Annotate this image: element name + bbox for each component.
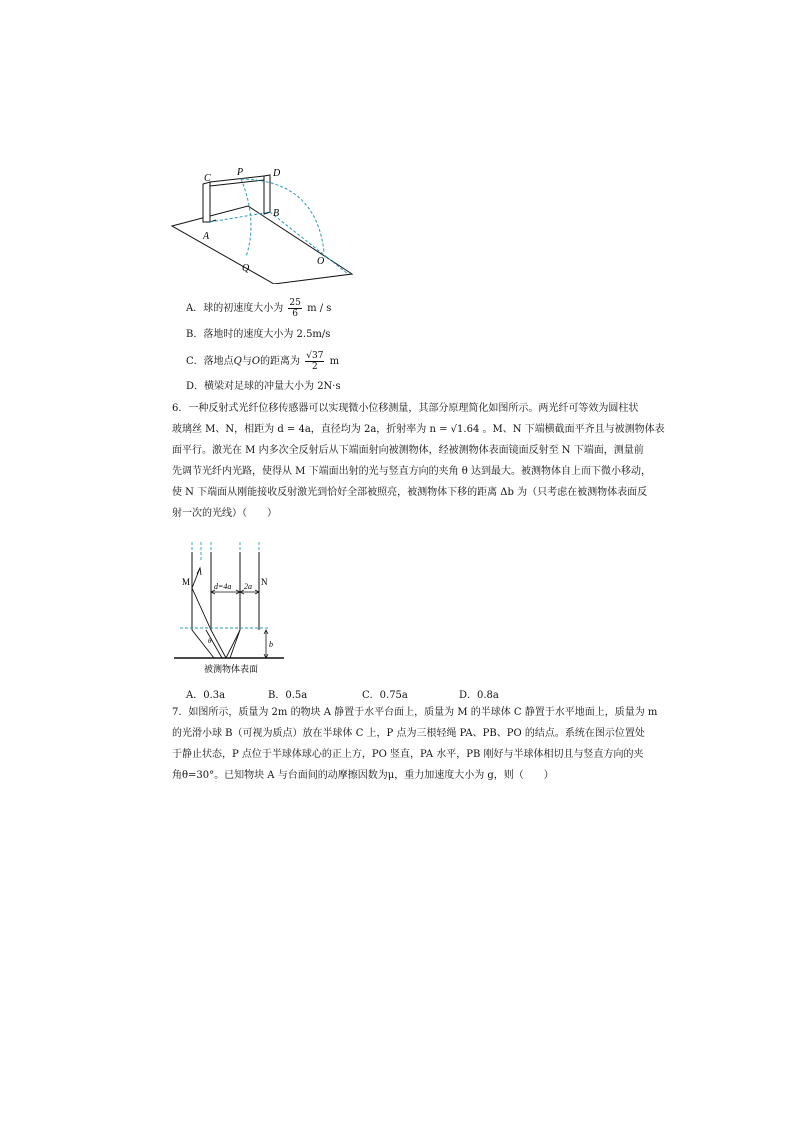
ground-plane [172, 206, 352, 284]
figure-caption: 被测物体表面 [204, 664, 259, 674]
label-c: C [204, 173, 211, 184]
label-2a: 2a [244, 582, 252, 591]
label-theta: θ [208, 637, 212, 645]
left-post [203, 182, 210, 222]
option-b-text: B．落地时的速度大小为 2.5m/s [186, 329, 331, 340]
label-b: B [273, 208, 280, 219]
ground-line-dashed [270, 212, 348, 274]
label-d-equals-4a: d=4a [214, 582, 232, 591]
choice-d[interactable]: D．0.8a [459, 690, 499, 701]
choice-c[interactable]: C．0.75a [362, 690, 408, 701]
right-post [264, 175, 270, 214]
option-a-prefix: A．球的初速度大小为 [186, 303, 284, 314]
option-a-unit: m / s [307, 303, 332, 314]
option-b[interactable] [186, 328, 330, 342]
label-a: A [203, 231, 210, 242]
label-q: Q [242, 263, 250, 274]
label-d: D [273, 168, 281, 179]
question-6-text: 6．一种反射式光纤位移传感器可以实现微小位移测量，其部分原理简化如图所示。两光纤可等效为圆柱状 玻璃丝 M、N，相距为 d = 4a，直径均为 2a，折射率为 n = √1.64 。M、N 下端横截面平齐且与被测物体表 面平行。激光在 M 内多次全反射后从下端面射向被测物体，经被测物体表面镜面反射至 N 下端面，测量前 先调节光纤内光路，使得从 M 下端面出射的光与竖直方向的夹角 θ 达到最大。被测物体自上而下微小移动， 使 N 下端面从刚能接收反射激光到恰好全部被照亮，被测物体下移的距离 Δb 为（只考虑在被测物体表面反 射一次的光线）（ ） [172, 403, 665, 519]
choice-a[interactable]: A．0.3a [186, 690, 226, 701]
fiber-sensor-figure [170, 540, 290, 678]
label-p: P [237, 167, 244, 178]
option-c[interactable]: C．落地点Q与O的距离为 $\frac{√37}{2}$ m [186, 351, 340, 372]
goal-trajectory-figure [166, 160, 362, 284]
option-d[interactable] [186, 380, 341, 394]
label-m: M [182, 577, 191, 587]
label-o: O [317, 256, 325, 267]
option-d-text: D．横梁对足球的冲量大小为 2N·s [186, 381, 341, 392]
option-a-fraction: $\frac{25}{6}$ [289, 298, 301, 319]
question-7-text: 7．如图所示，质量为 2m 的物块 A 静置于水平台面上，质量为 M 的半球体 C 静置于水平地面上，质量为 m 的光滑小球 B（可视为质点）放在半球体 C 上，P 点为三根轻绳 PA、PB、PO 的结点。系统在图示位置处 于静止状态，P 点位于半球体球心的正上方，PO 竖直，PA 水平，PB 刚好与半球体相切且与竖直方向的夹 角θ=30°。已知物块 A 与台面间的动摩擦因数为μ，重力加速度大小为 g，则（ ） [172, 707, 658, 781]
label-n: N [261, 577, 268, 587]
label-b-dimension: b [269, 640, 273, 649]
choice-b[interactable]: B．0.5a [268, 690, 308, 701]
trajectory-to-q [241, 179, 251, 257]
trajectory-to-o [241, 179, 324, 252]
option-a[interactable] [186, 298, 331, 319]
option-c-fraction: $\frac{√37}{2}$ [306, 351, 324, 372]
